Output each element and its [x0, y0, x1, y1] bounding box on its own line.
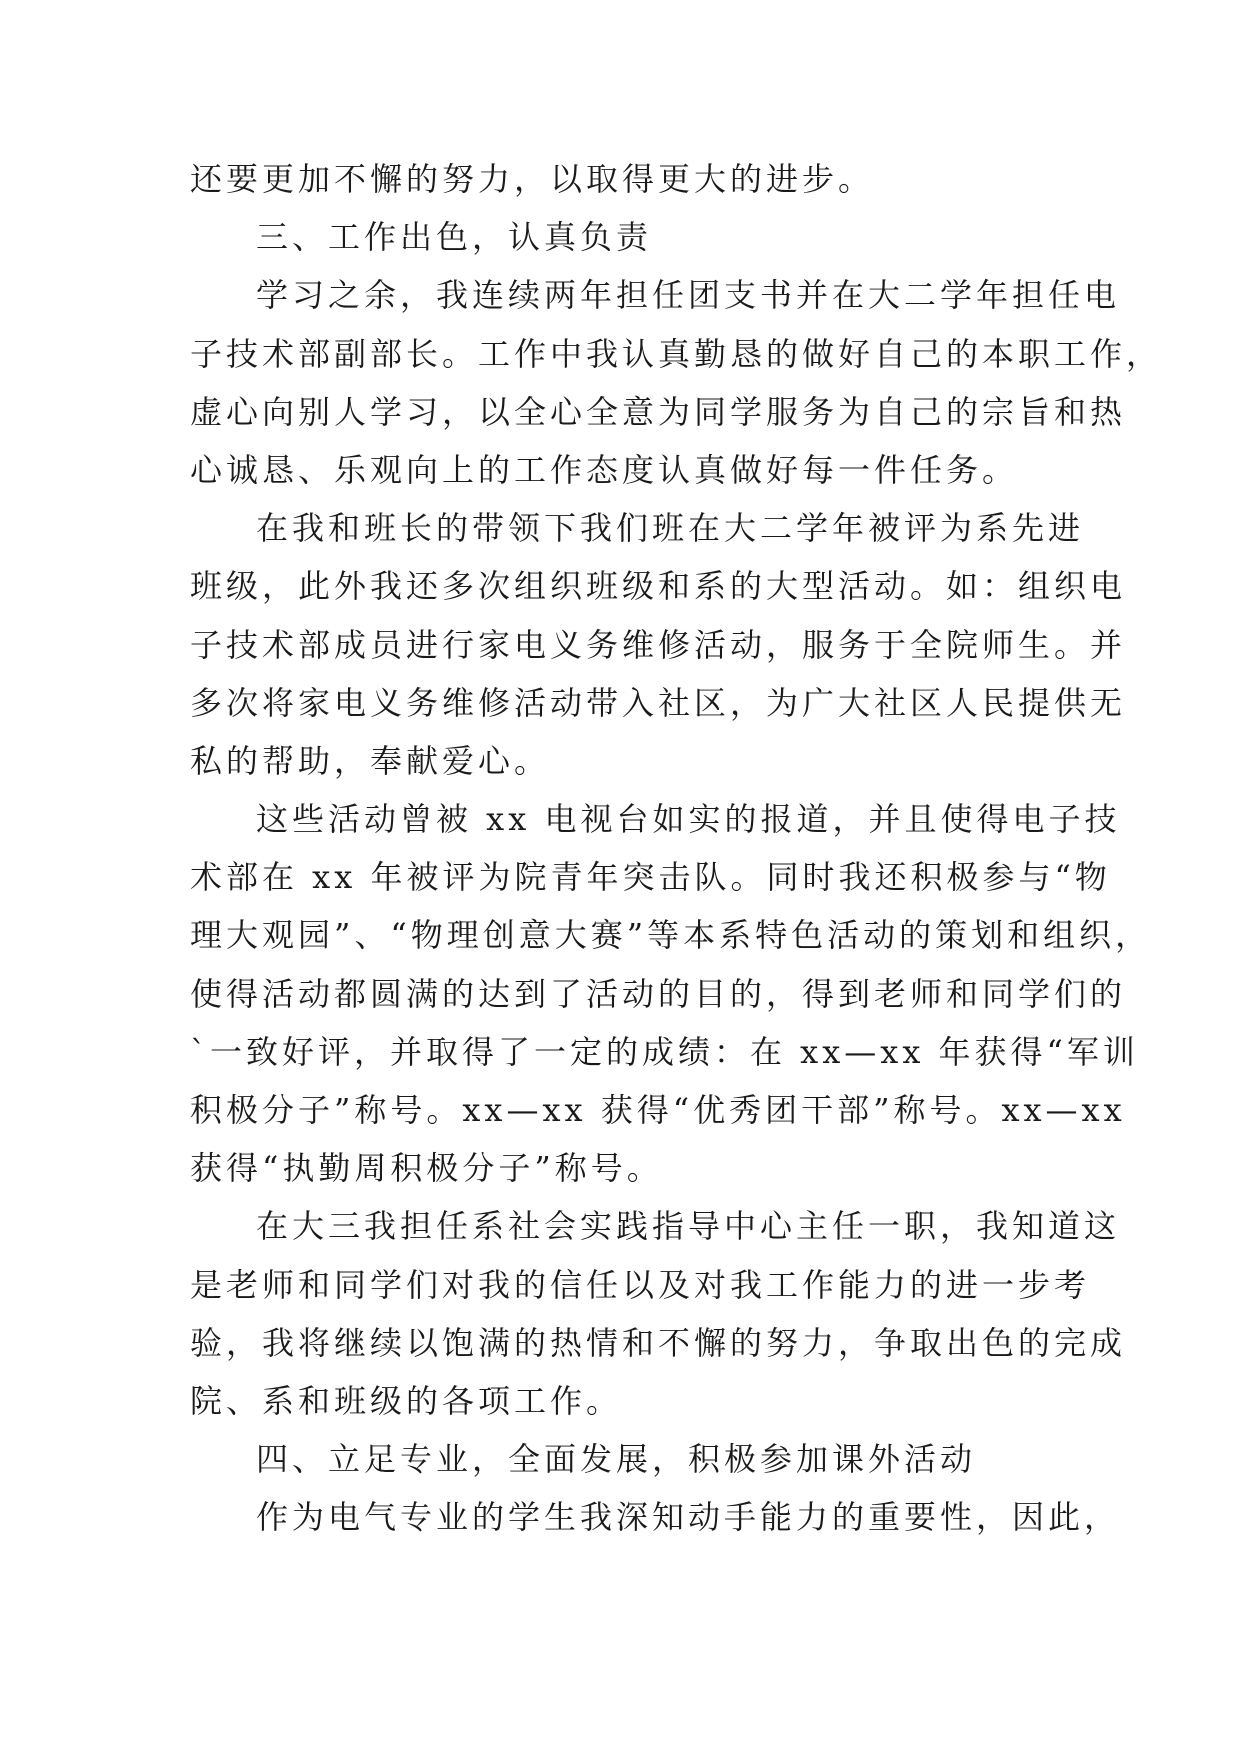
text-line: 班级，此外我还多次组织班级和系的大型活动。如：组织电: [190, 567, 1127, 606]
document-body: [190, 150, 1163, 1547]
text-line: 在我和班长的带领下我们班在大二学年被评为系先进: [256, 509, 1085, 548]
text-line: 在大三我担任系社会实践指导中心主任一职，我知道这: [256, 1207, 1121, 1246]
section-heading: 三、工作出色，认真负责: [256, 218, 653, 257]
text-line: 术部在 xx 年被评为院青年突击队。同时我还积极参与“物: [190, 858, 1111, 897]
text-line: 子技术部成员进行家电义务维修活动，服务于全院师生。并: [190, 625, 1127, 664]
section-heading: 四、立足专业，全面发展，积极参加课外活动: [256, 1440, 977, 1479]
text-line: 是老师和同学们对我的信任以及对我工作能力的进一步考: [190, 1265, 1091, 1304]
text-line: 院、系和班级的各项工作。: [190, 1381, 623, 1420]
text-line: 验，我将继续以饱满的热情和不懈的努力，争取出色的完成: [190, 1323, 1127, 1362]
text-line: 还要更加不懈的努力，以取得更大的进步。: [190, 160, 875, 198]
text-line: 使得活动都圆满的达到了活动的目的，得到老师和同学们的: [190, 974, 1127, 1013]
text-line: 心诚恳、乐观向上的工作态度认真做好每一件任务。: [190, 450, 1019, 489]
text-line: `一致好评，并取得了一定的成绩：在 xx—xx 年获得“军训: [190, 1032, 1139, 1071]
text-line: 虚心向别人学习，以全心全意为同学服务为自己的宗旨和热: [190, 392, 1127, 431]
text-line: 子技术部副部长。工作中我认真勤恳的做好自己的本职工作，: [190, 334, 1163, 373]
text-line: 多次将家电义务维修活动带入社区，为广大社区人民提供无: [190, 683, 1127, 722]
text-line: 学习之余，我连续两年担任团支书并在大二学年担任电: [256, 276, 1121, 315]
text-line: 理大观园”、“物理创意大赛”等本系特色活动的策划和组织，: [190, 916, 1152, 955]
text-line: 获得“执勤周积极分子”称号。: [190, 1149, 663, 1188]
text-line: 作为电气专业的学生我深知动手能力的重要性，因此，: [256, 1498, 1121, 1537]
text-line: 这些活动曾被 xx 电视台如实的报道，并且使得电子技: [256, 800, 1121, 839]
text-line: 积极分子”称号。xx—xx 获得“优秀团干部”称号。xx—xx: [190, 1091, 1126, 1129]
text-line: 私的帮助，奉献爱心。: [190, 741, 551, 780]
